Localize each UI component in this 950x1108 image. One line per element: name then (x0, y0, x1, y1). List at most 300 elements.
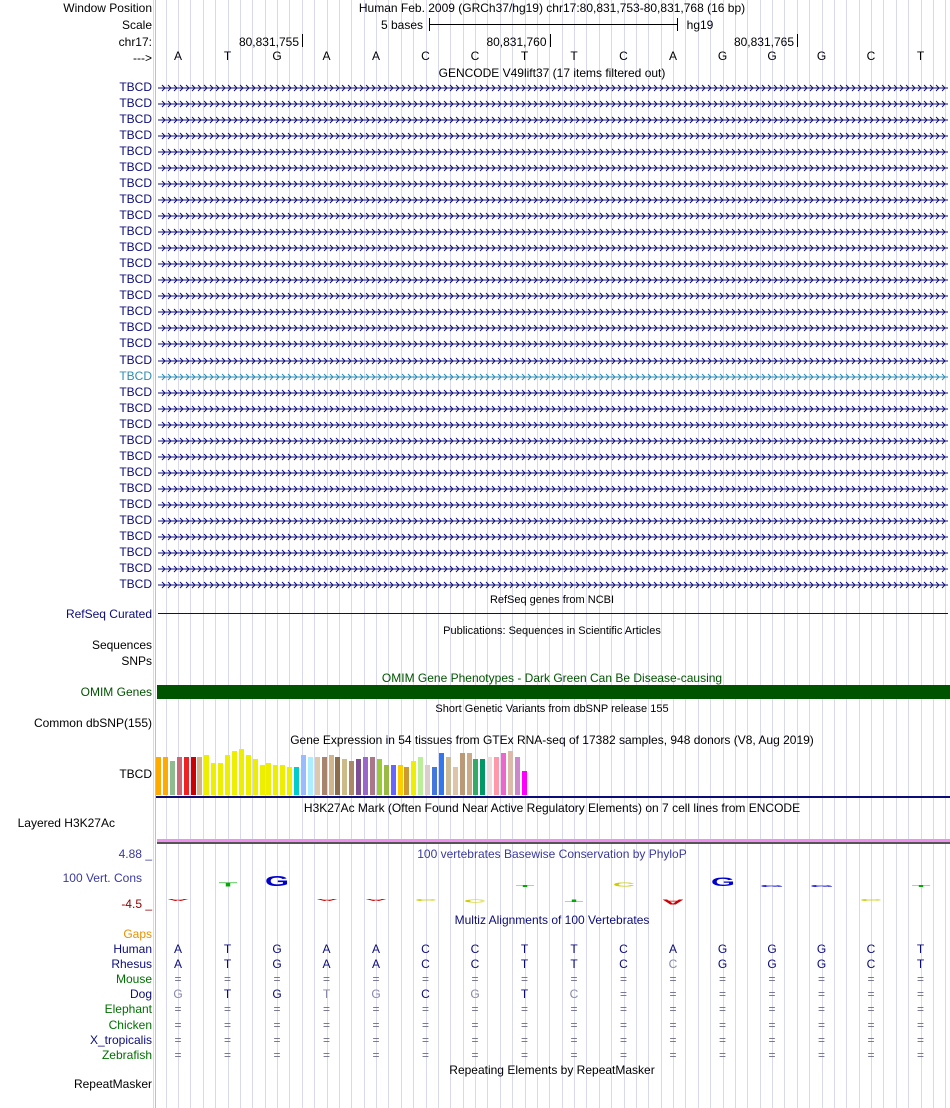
gencode-transcript[interactable] (158, 167, 948, 169)
multiz-base: = (718, 987, 726, 1002)
multiz-base: = (817, 972, 825, 987)
gencode-transcript[interactable] (158, 183, 948, 185)
gtex-tissue-bar[interactable] (425, 765, 430, 795)
multiz-base: = (867, 987, 875, 1002)
multiz-base: = (768, 1032, 776, 1047)
multiz-species-label[interactable]: Zebrafish (101, 1047, 152, 1062)
dbsnp-label[interactable]: Common dbSNP(155) (33, 716, 152, 730)
multiz-base: G (816, 942, 827, 956)
gencode-transcript-label[interactable]: TBCD (119, 288, 152, 303)
multiz-base: = (669, 1017, 677, 1032)
multiz-base: = (669, 1047, 677, 1062)
gtex-baseline (156, 796, 950, 798)
multiz-base: C (569, 987, 579, 1002)
gtex-tissue-bar[interactable] (308, 757, 313, 795)
gencode-transcript[interactable] (158, 87, 948, 89)
publications-snps-label[interactable]: SNPs (121, 654, 152, 668)
multiz-base: = (916, 1002, 924, 1017)
gencode-transcript[interactable] (158, 360, 948, 362)
refseq-label[interactable]: RefSeq Curated (65, 607, 152, 621)
gtex-tissue-bar[interactable] (363, 757, 368, 795)
gencode-transcript[interactable] (158, 311, 948, 313)
base-letter: C (470, 49, 480, 63)
multiz-base: G (173, 987, 183, 1002)
multiz-base: = (273, 972, 281, 987)
gtex-tissue-bar[interactable] (508, 751, 513, 795)
multiz-base: = (322, 1047, 330, 1062)
gtex-tissue-bar[interactable] (294, 767, 299, 795)
phylop-ymin: -4.5 _ (121, 897, 152, 911)
gtex-tissue-bar[interactable] (473, 759, 478, 795)
gencode-transcript-label[interactable]: TBCD (119, 576, 152, 591)
gtex-label[interactable]: TBCD (119, 767, 152, 781)
gtex-tissue-bar[interactable] (177, 757, 182, 795)
multiz-track-title[interactable]: Multiz Alignments of 100 Vertebrates (454, 913, 650, 927)
multiz-base: = (421, 1017, 429, 1032)
gencode-transcript-label[interactable]: TBCD (119, 224, 152, 239)
multiz-base: = (718, 972, 726, 987)
multiz-base: = (223, 1017, 231, 1032)
multiz-species-label[interactable]: Elephant (104, 1002, 152, 1017)
phylop-base-logo[interactable]: G (265, 872, 289, 890)
base-letter: G (767, 49, 777, 63)
gencode-transcript[interactable] (158, 504, 948, 506)
gtex-tissue-bar[interactable] (467, 753, 472, 795)
multiz-base: = (817, 1002, 825, 1017)
multiz-base: = (322, 972, 330, 987)
multiz-base: = (471, 972, 479, 987)
gencode-transcript-label[interactable]: TBCD (119, 416, 152, 431)
multiz-base: = (619, 972, 627, 987)
multiz-base: C (421, 987, 430, 1002)
gtex-tissue-bar[interactable] (439, 753, 444, 795)
gencode-transcript-label[interactable]: TBCD (119, 192, 152, 207)
multiz-base: = (867, 972, 875, 987)
gencode-transcript-label[interactable]: TBCD (119, 80, 152, 94)
refseq-track-title[interactable]: RefSeq genes from NCBI (489, 594, 615, 606)
scale-bar-right-cap (677, 18, 678, 31)
multiz-base: = (273, 1017, 281, 1032)
scale-text: 5 bases (380, 18, 424, 32)
multiz-base: = (322, 1002, 330, 1017)
gencode-transcript[interactable] (158, 103, 948, 105)
multiz-base: = (619, 987, 627, 1002)
phylop-base-logo[interactable]: C (414, 898, 437, 902)
multiz-base: = (471, 1032, 479, 1047)
gencode-transcript[interactable] (158, 247, 948, 249)
position-tick-mark (797, 34, 798, 47)
scale-bar (429, 24, 677, 25)
phylop-base-logo[interactable]: C (612, 881, 635, 888)
phylop-base-logo[interactable]: T (218, 881, 237, 888)
strand-label: ---> (133, 51, 152, 65)
multiz-base: = (718, 1032, 726, 1047)
multiz-base: = (520, 1017, 528, 1032)
gtex-tissue-bar[interactable] (218, 763, 223, 795)
h3k27ac-label[interactable]: Layered H3K27Ac (17, 816, 115, 830)
gencode-transcript-label[interactable]: TBCD (119, 448, 152, 463)
gtex-tissue-bar[interactable] (184, 757, 189, 795)
gtex-expression-bars[interactable] (156, 748, 556, 795)
omim-label[interactable]: OMIM Genes (80, 685, 152, 699)
multiz-base: = (520, 1032, 528, 1047)
multiz-base: = (471, 1017, 479, 1032)
gtex-tissue-bar[interactable] (246, 755, 251, 795)
gencode-transcript[interactable] (158, 584, 948, 586)
multiz-base: G (767, 957, 777, 972)
multiz-base: = (570, 1017, 578, 1032)
gtex-tissue-bar[interactable] (404, 767, 409, 795)
multiz-base: = (867, 1032, 875, 1047)
multiz-base: = (322, 1017, 330, 1032)
scale-assembly: hg19 (686, 18, 714, 32)
phylop-base-logo[interactable]: A (166, 898, 190, 902)
phylop-base-logo[interactable]: T (911, 884, 930, 888)
multiz-base: = (421, 972, 429, 987)
gtex-tissue-bar[interactable] (432, 767, 437, 795)
multiz-base: = (372, 1002, 380, 1017)
base-letter: C (619, 49, 628, 63)
gtex-tissue-bar[interactable] (377, 759, 382, 795)
gencode-transcript[interactable] (158, 440, 948, 442)
gtex-tissue-bar[interactable] (398, 765, 403, 795)
window-position-text: Human Feb. 2009 (GRCh37/hg19) chr17:80,831,753-80,831,768 (16 bp) (358, 1, 746, 15)
multiz-species-label[interactable]: Human (113, 942, 152, 956)
base-letter: T (916, 49, 925, 63)
multiz-base: A (668, 942, 677, 956)
gtex-tissue-bar[interactable] (370, 757, 375, 795)
multiz-base: = (817, 1047, 825, 1062)
multiz-base: = (768, 1017, 776, 1032)
gtex-tissue-bar[interactable] (356, 759, 361, 795)
multiz-base: = (916, 1032, 924, 1047)
phylop-label[interactable]: 100 Vert. Cons (62, 871, 142, 885)
multiz-base: = (619, 1032, 627, 1047)
gtex-tissue-bar[interactable] (260, 765, 265, 795)
gencode-transcript-label[interactable]: TBCD (119, 272, 152, 287)
gencode-transcript-label[interactable]: TBCD (119, 336, 152, 351)
multiz-base: T (520, 942, 529, 956)
gencode-transcript[interactable] (158, 263, 948, 265)
base-letter: G (717, 49, 728, 63)
gencode-transcript-label[interactable]: TBCD (119, 176, 152, 191)
multiz-base: = (273, 1032, 281, 1047)
repeatmasker-label[interactable]: RepeatMasker (73, 1077, 152, 1091)
gtex-tissue-bar[interactable] (501, 753, 506, 795)
gencode-transcript[interactable] (158, 376, 948, 378)
gtex-tissue-bar[interactable] (480, 759, 485, 795)
gencode-transcript-label[interactable]: TBCD (119, 560, 152, 575)
multiz-base: = (768, 972, 776, 987)
gtex-tissue-bar[interactable] (211, 763, 216, 795)
gencode-transcript-label[interactable]: TBCD (119, 512, 152, 527)
gencode-transcript-label[interactable]: TBCD (119, 112, 152, 127)
gtex-tissue-bar[interactable] (225, 755, 230, 795)
multiz-base: = (273, 1047, 281, 1062)
gtex-tissue-bar[interactable] (280, 765, 285, 795)
phylop-base-logo[interactable]: A (315, 898, 338, 902)
multiz-base: = (520, 1047, 528, 1062)
multiz-gaps-label: Gaps (123, 927, 152, 941)
multiz-base: = (174, 1047, 182, 1062)
multiz-base: = (718, 1017, 726, 1032)
base-letter: T (520, 49, 529, 63)
multiz-base: C (668, 957, 678, 972)
gtex-tissue-bar[interactable] (287, 767, 292, 795)
gencode-transcript-label[interactable]: TBCD (119, 96, 152, 111)
multiz-base: = (174, 1002, 182, 1017)
omim-gene-bar[interactable] (157, 685, 950, 699)
gtex-tissue-bar[interactable] (391, 765, 396, 795)
gencode-transcript-label[interactable]: TBCD (119, 368, 152, 383)
gencode-track-title[interactable]: GENCODE V49lift37 (17 items filtered out) (438, 66, 666, 80)
multiz-base: = (817, 987, 825, 1002)
gtex-tissue-bar[interactable] (253, 759, 258, 795)
phylop-base-logo[interactable]: C (859, 898, 883, 902)
gencode-transcript-label[interactable]: TBCD (119, 496, 152, 511)
publications-track-title[interactable]: Publications: Sequences in Scientific Articles (443, 625, 661, 637)
multiz-base: = (916, 1017, 924, 1032)
gencode-transcript[interactable] (158, 135, 948, 137)
multiz-base: = (669, 972, 677, 987)
multiz-base: = (471, 1002, 479, 1017)
gencode-transcript[interactable] (158, 408, 948, 410)
gencode-transcript[interactable] (158, 215, 948, 217)
multiz-base: A (322, 957, 331, 972)
gtex-tissue-bar[interactable] (418, 757, 423, 795)
multiz-base: = (916, 987, 924, 1002)
gencode-transcript-label[interactable]: TBCD (119, 464, 152, 479)
phylop-base-logo[interactable]: G (760, 884, 784, 888)
gencode-transcript-label[interactable]: TBCD (119, 544, 152, 559)
multiz-base: = (174, 1032, 182, 1047)
gencode-transcript-label[interactable]: TBCD (119, 256, 152, 271)
multiz-base: G (371, 987, 381, 1002)
phylop-base-logo[interactable]: C (463, 898, 487, 904)
gencode-transcript[interactable] (158, 424, 948, 426)
gtex-tissue-bar[interactable] (515, 757, 520, 795)
multiz-species-label[interactable]: X_tropicalis (89, 1032, 152, 1047)
gencode-transcript[interactable] (158, 488, 948, 490)
gtex-tissue-bar[interactable] (266, 763, 271, 795)
multiz-base: T (520, 987, 529, 1002)
multiz-base: = (421, 1047, 429, 1062)
gtex-tissue-bar[interactable] (460, 753, 465, 795)
gencode-transcript-label[interactable]: TBCD (119, 400, 152, 415)
dbsnp-track-title[interactable]: Short Genetic Variants from dbSNP release 155 (435, 703, 669, 715)
multiz-base: T (520, 957, 529, 972)
gtex-tissue-bar[interactable] (487, 757, 492, 795)
multiz-base: = (174, 1017, 182, 1032)
multiz-base: G (272, 942, 282, 956)
multiz-base: = (619, 1047, 627, 1062)
gtex-tissue-bar[interactable] (384, 765, 389, 795)
multiz-species-label[interactable]: Rhesus (111, 957, 152, 972)
multiz-base: = (520, 972, 528, 987)
multiz-base: = (718, 1002, 726, 1017)
gencode-transcript[interactable] (158, 343, 948, 345)
gtex-tissue-bar[interactable] (204, 755, 209, 795)
position-tick-label: 80,831,760 (486, 35, 547, 49)
multiz-base: A (322, 942, 331, 956)
gtex-tissue-bar[interactable] (446, 757, 451, 795)
gtex-tissue-bar[interactable] (322, 757, 327, 795)
multiz-base: = (421, 1032, 429, 1047)
gtex-tissue-bar[interactable] (156, 757, 161, 795)
gencode-transcript-label[interactable]: TBCD (119, 320, 152, 335)
phylop-base-logo[interactable]: G (809, 884, 834, 888)
multiz-base: = (273, 1002, 281, 1017)
gtex-tissue-bar[interactable] (453, 767, 458, 795)
position-tick-mark (550, 34, 551, 47)
repeatmasker-track-title[interactable]: Repeating Elements by RepeatMasker (449, 1063, 655, 1077)
base-letter: T (223, 49, 232, 63)
multiz-base: A (173, 957, 182, 972)
multiz-base: = (471, 1047, 479, 1062)
multiz-base: = (570, 1047, 578, 1062)
omim-track-title[interactable]: OMIM Gene Phenotypes - Dark Green Can Be Disease-causing (381, 671, 723, 685)
phylop-ymax: 4.88 _ (118, 847, 152, 861)
multiz-base: = (520, 1002, 528, 1017)
gencode-transcript-label[interactable]: TBCD (119, 160, 152, 175)
gtex-tissue-bar[interactable] (191, 757, 196, 795)
multiz-base: = (223, 1002, 231, 1017)
multiz-species-label[interactable]: Dog (129, 987, 152, 1002)
gtex-tissue-bar[interactable] (301, 755, 306, 795)
multiz-base: = (619, 1002, 627, 1017)
publications-sequences-label[interactable]: Sequences (91, 638, 152, 652)
position-tick-label: 80,831,765 (733, 35, 794, 49)
gencode-transcript[interactable] (158, 279, 948, 281)
multiz-base: G (717, 957, 728, 972)
gencode-transcript-label[interactable]: TBCD (119, 144, 152, 159)
gencode-transcript-label[interactable]: TBCD (119, 208, 152, 223)
refseq-line[interactable] (158, 613, 948, 614)
gencode-transcript[interactable] (158, 568, 948, 570)
gencode-transcript-label[interactable]: TBCD (119, 528, 152, 543)
base-letter: G (272, 49, 282, 63)
window-position-label: Window Position (63, 1, 152, 15)
multiz-base: A (371, 942, 380, 956)
gtex-tissue-bar[interactable] (170, 761, 175, 795)
gtex-track-title[interactable]: Gene Expression in 54 tissues from GTEx RNA-seq of 17382 samples, 948 donors (V8, Aug 2019) (290, 733, 814, 747)
multiz-base: = (768, 987, 776, 1002)
gencode-transcript[interactable] (158, 199, 948, 201)
phylop-track-title[interactable]: 100 vertebrates Basewise Conservation by PhyloP (417, 847, 687, 861)
gtex-tissue-bar[interactable] (163, 757, 168, 795)
gencode-transcript[interactable] (158, 536, 948, 538)
gencode-transcript-label[interactable]: TBCD (119, 128, 152, 143)
multiz-base: = (372, 1032, 380, 1047)
label-column-divider (155, 0, 156, 1108)
h3k27ac-track-title[interactable]: H3K27Ac Mark (Often Found Near Active Regulatory Elements) on 7 cell lines from ENCODE (303, 801, 801, 815)
multiz-base: T (916, 942, 925, 956)
multiz-base: T (570, 957, 578, 972)
phylop-base-logo[interactable]: G (710, 874, 735, 889)
base-letter: A (371, 49, 380, 63)
multiz-base: = (421, 1002, 429, 1017)
gtex-tissue-bar[interactable] (522, 771, 527, 795)
multiz-base: C (866, 942, 876, 956)
multiz-base: = (570, 972, 578, 987)
gencode-transcript[interactable] (158, 295, 948, 297)
gtex-tissue-bar[interactable] (232, 751, 237, 795)
phylop-base-logo[interactable]: A (364, 898, 388, 902)
multiz-base: T (322, 987, 331, 1002)
multiz-base: = (669, 987, 677, 1002)
gtex-tissue-bar[interactable] (411, 761, 416, 795)
phylop-base-logo[interactable]: T (515, 884, 534, 888)
gencode-transcript[interactable] (158, 520, 948, 522)
multiz-base: C (619, 942, 628, 956)
multiz-base: T (223, 942, 232, 956)
h3k27ac-baseline (157, 842, 950, 844)
gtex-tissue-bar[interactable] (494, 757, 499, 795)
phylop-base-logo[interactable]: T (564, 898, 584, 903)
gtex-tissue-bar[interactable] (239, 749, 244, 795)
gencode-transcript[interactable] (158, 552, 948, 554)
gencode-transcript[interactable] (158, 119, 948, 121)
gencode-transcript-label[interactable]: TBCD (119, 384, 152, 399)
multiz-base: A (371, 957, 380, 972)
phylop-base-logo[interactable]: A (661, 897, 685, 907)
gtex-tissue-bar[interactable] (273, 765, 278, 795)
multiz-base: = (372, 1047, 380, 1062)
base-letter: A (173, 49, 182, 63)
multiz-species-label[interactable]: Mouse (115, 972, 152, 987)
multiz-base: = (768, 1047, 776, 1062)
multiz-base: G (272, 957, 282, 972)
multiz-base: C (619, 957, 628, 972)
gencode-transcript[interactable] (158, 151, 948, 153)
gtex-tissue-bar[interactable] (197, 757, 202, 795)
multiz-base: = (322, 1032, 330, 1047)
multiz-base: T (916, 957, 925, 972)
multiz-base: = (768, 1002, 776, 1017)
multiz-base: = (174, 972, 182, 987)
multiz-base: = (372, 972, 380, 987)
gencode-transcript[interactable] (158, 472, 948, 474)
multiz-base: = (867, 1002, 875, 1017)
multiz-base: G (470, 987, 480, 1002)
gencode-transcript[interactable] (158, 456, 948, 458)
multiz-base: T (570, 942, 578, 956)
multiz-base: = (223, 1047, 231, 1062)
scale-bar-left-cap (429, 18, 430, 31)
gtex-tissue-bar[interactable] (335, 757, 340, 795)
multiz-base: = (867, 1047, 875, 1062)
multiz-species-label[interactable]: Chicken (108, 1017, 152, 1032)
multiz-base: C (421, 957, 430, 972)
gencode-transcript[interactable] (158, 327, 948, 329)
gencode-transcript-label[interactable]: TBCD (119, 304, 152, 319)
gencode-transcript[interactable] (158, 392, 948, 394)
base-letter: A (668, 49, 677, 63)
base-letter: A (322, 49, 331, 63)
multiz-base: = (867, 1017, 875, 1032)
multiz-base: = (669, 1002, 677, 1017)
gtex-tissue-bar[interactable] (315, 757, 320, 795)
gtex-tissue-bar[interactable] (349, 761, 354, 795)
gtex-tissue-bar[interactable] (342, 759, 347, 795)
multiz-base: G (816, 957, 827, 972)
gtex-tissue-bar[interactable] (329, 755, 334, 795)
gencode-transcript-label[interactable]: TBCD (119, 480, 152, 495)
gencode-transcript-label[interactable]: TBCD (119, 432, 152, 447)
gencode-transcript-label[interactable]: TBCD (119, 352, 152, 367)
gencode-transcript-label[interactable]: TBCD (119, 240, 152, 255)
gencode-transcript[interactable] (158, 231, 948, 233)
